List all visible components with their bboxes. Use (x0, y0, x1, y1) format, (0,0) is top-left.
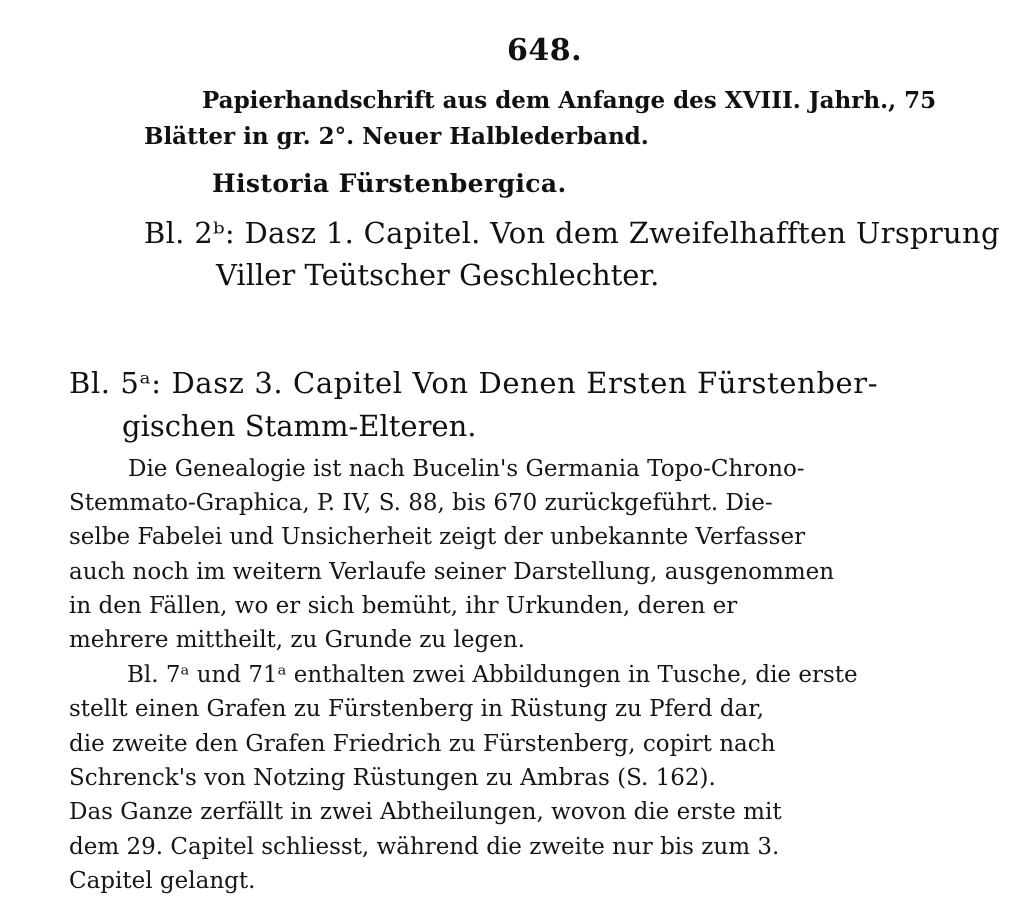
paragraph-2-line-2: stellt einen Grafen zu Fürstenberg in Rüstung zu Pferd dar, (69, 696, 765, 722)
chapter-1-line-2: Viller Teütscher Geschlechter. (216, 258, 660, 292)
paragraph-2-line-5: Das Ganze zerfällt in zwei Abtheilungen, wovon die erste mit (69, 799, 782, 825)
intro-line-1: Papierhandschrift aus dem Anfange des XVIII. Jahrh., 75 (202, 87, 937, 114)
chapter-1-line-1: Bl. 2ᵇ: Dasz 1. Capitel. Von dem Zweifelhafften Ursprung (144, 216, 1000, 250)
paragraph-2-line-1: Bl. 7ᵃ und 71ᵃ enthalten zwei Abbildungen in Tusche, die erste (127, 662, 858, 688)
paragraph-1-line-1: Die Genealogie ist nach Bucelin's Germania Topo-Chrono- (128, 456, 805, 482)
paragraph-2-line-4: Schrenck's von Notzing Rüstungen zu Ambras (S. 162). (69, 765, 716, 791)
paragraph-2-line-7: Capitel gelangt. (69, 868, 256, 894)
paragraph-2-line-3: die zweite den Grafen Friedrich zu Fürstenberg, copirt nach (69, 731, 776, 757)
intro-line-2: Blätter in gr. 2°. Neuer Halblederband. (144, 123, 649, 150)
paragraph-2-line-6: dem 29. Capitel schliesst, während die zweite nur bis zum 3. (69, 834, 780, 860)
paragraph-1-line-5: in den Fällen, wo er sich bemüht, ihr Urkunden, deren er (69, 593, 738, 619)
document-title: Historia Fürstenbergica. (212, 169, 567, 198)
paragraph-1-line-2: Stemmato-Graphica, P. IV, S. 88, bis 670 zurückgeführt. Die- (69, 490, 773, 516)
paragraph-1-line-4: auch noch im weitern Verlaufe seiner Darstellung, ausgenommen (69, 559, 835, 585)
paragraph-1-line-3: selbe Fabelei und Unsicherheit zeigt der unbekannte Verfasser (69, 524, 806, 550)
chapter-3-line-1: Bl. 5ᵃ: Dasz 3. Capitel Von Denen Ersten Fürstenber- (69, 366, 879, 400)
page-number: 648. (507, 33, 583, 68)
chapter-3-line-2: gischen Stamm-Elteren. (122, 409, 477, 443)
paragraph-1-line-6: mehrere mittheilt, zu Grunde zu legen. (69, 627, 525, 653)
